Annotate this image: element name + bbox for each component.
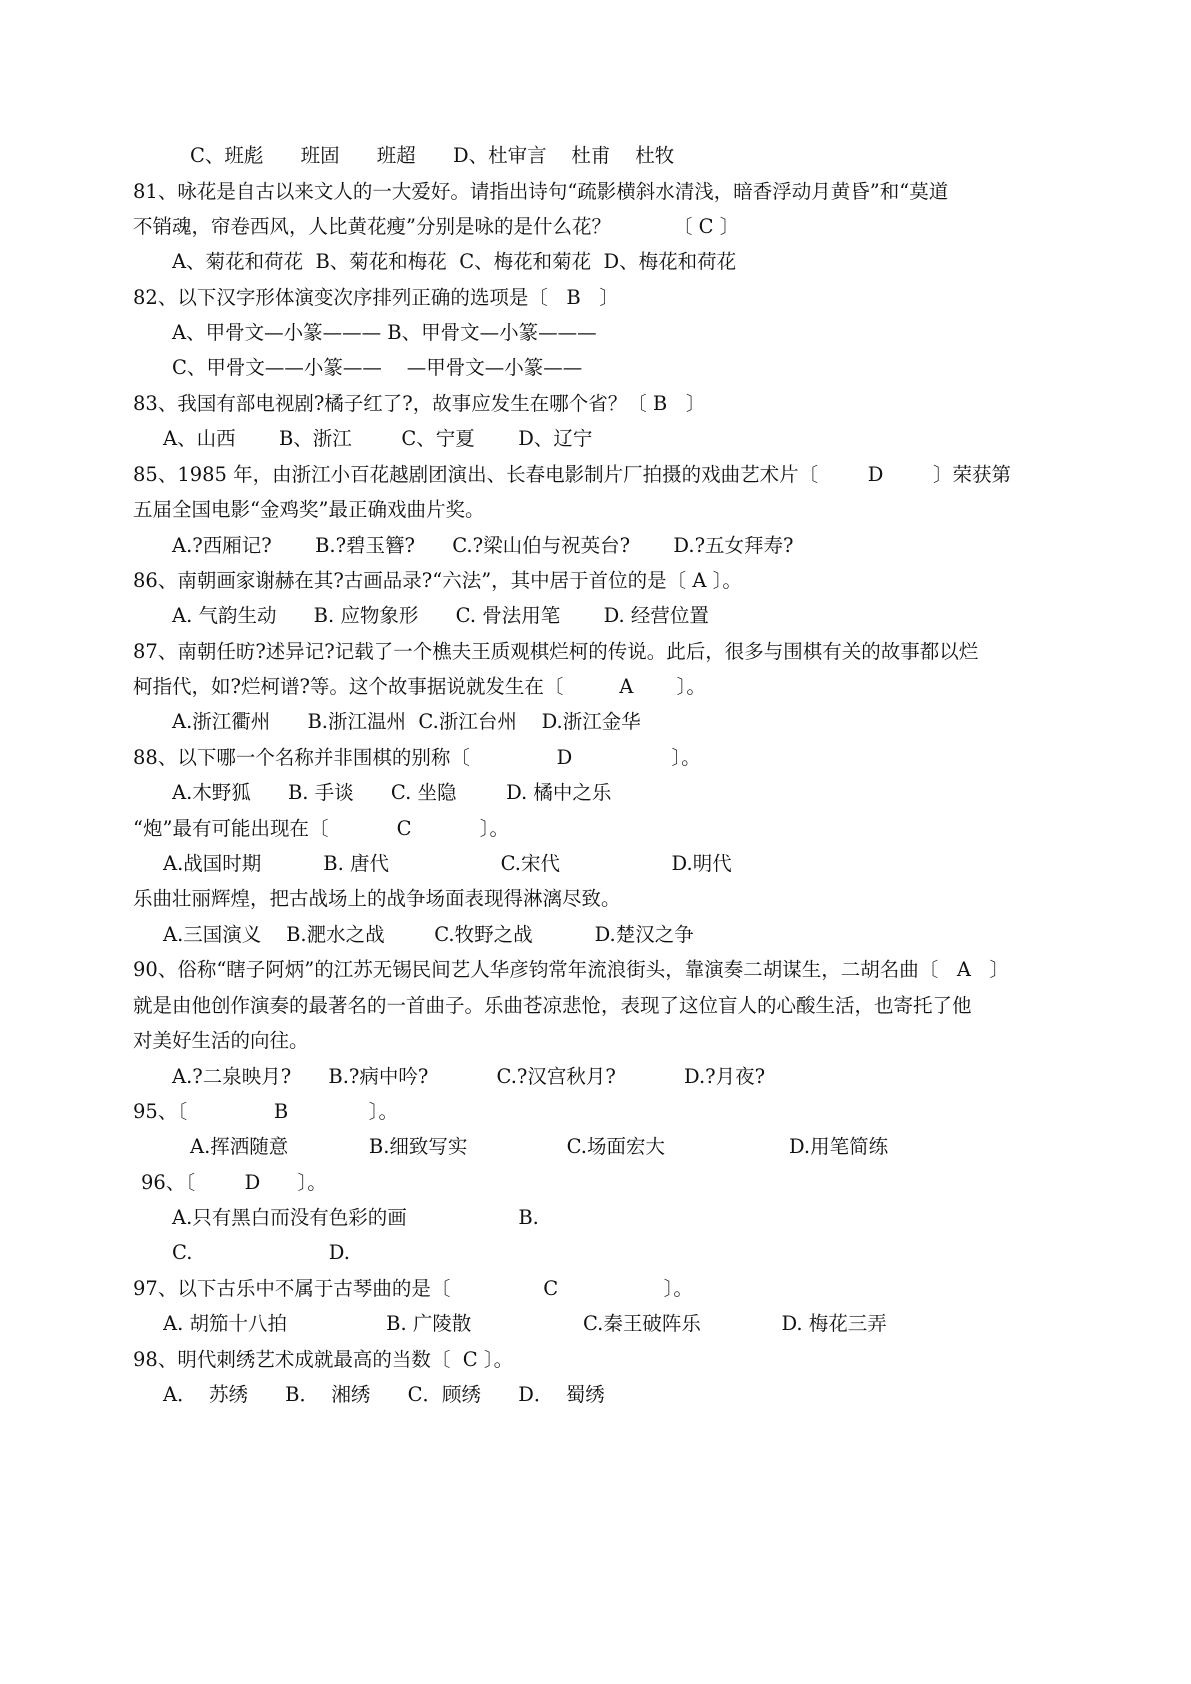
q81-stem-line2: 不销魂，帘卷西风，人比黄花瘦”分别是咏的是什么花？ 〔 C 〕 (133, 215, 740, 238)
q88-stem: 88、以下哪一个名称并非围棋的别称〔 D 〕。 (133, 746, 701, 769)
q82-stem: 82、以下汉字形体演变次序排列正确的选项是〔 B 〕 (133, 286, 619, 309)
q96-options-cd: C. D. (172, 1241, 350, 1264)
q81-stem-line1: 81、咏花是自古以来文人的一大爱好。请指出诗句“疏影横斜水清浅，暗香浮动月黄昏”和“莫道 (133, 180, 949, 203)
q95-options: A.挥洒随意 B.细致写实 C.场面宏大 D.用笔简练 (190, 1135, 889, 1158)
q97-options: A. 胡笳十八拍 B. 广陵散 C.秦王破阵乐 D. 梅花三弄 (163, 1312, 887, 1335)
q96-stem: 96、〔 D 〕。 (141, 1171, 327, 1194)
q87-stem-line1: 87、南朝任昉?述异记?记载了一个樵夫王质观棋烂柯的传说。此后，很多与围棋有关的故事都以烂 (133, 640, 979, 663)
q85-options: A.?西厢记? B.?碧玉簪? C.?梁山伯与祝英台? D.?五女拜寿? (172, 534, 794, 557)
q82-options-cd: C、甲骨文——小篆—— —甲骨文—小篆—— (172, 356, 583, 379)
q96-options-ab: A.只有黑白而没有色彩的画 B. (172, 1206, 539, 1229)
q81-options: A、菊花和荷花 B、菊花和梅花 C、梅花和菊花 D、梅花和荷花 (172, 250, 737, 273)
q90-stem-line2: 就是由他创作演奏的最著名的一首曲子。乐曲苍凉悲怆，表现了这位盲人的心酸生活，也寄托了他 (133, 994, 972, 1017)
q83-options: A、山西 B、浙江 C、宁夏 D、辽宁 (163, 427, 593, 450)
q98-options: A． 苏绣 B． 湘绣 C．顾绣 D． 蜀绣 (163, 1383, 605, 1406)
q87-options: A.浙江衢州 B.浙江温州 C.浙江台州 D.浙江金华 (172, 710, 641, 733)
q80-options-cd: C、班彪 班固 班超 D、杜审言 杜甫 杜牧 (190, 144, 675, 167)
q88-options: A.木野狐 B. 手谈 C. 坐隐 D. 橘中之乐 (172, 781, 612, 804)
q90-options: A.?二泉映月? B.?病中吟? C.?汉宫秋月? D.?月夜? (172, 1065, 766, 1088)
q95-stem: 95、〔 B 〕。 (133, 1100, 399, 1123)
q85-stem-line2: 五届全国电影“金鸡奖”最正确戏曲片奖。 (133, 498, 485, 521)
music-question-stem: 乐曲壮丽辉煌，把古战场上的战争场面表现得淋漓尽致。 (133, 887, 621, 910)
q86-options: A. 气韵生动 B. 应物象形 C. 骨法用笔 D. 经营位置 (172, 604, 709, 627)
q82-options-ab: A、甲骨文—小篆——— B、甲骨文—小篆——— (172, 321, 597, 344)
q90-stem-line1: 90、俗称“瞎子阿炳”的江苏无锡民间艺人华彦钧常年流浪街头，靠演奏二胡谋生，二胡名曲〔 A 〕 (133, 958, 1010, 981)
q98-stem: 98、明代刺绣艺术成就最高的当数〔 C 〕。 (133, 1348, 514, 1371)
q86-stem: 86、南朝画家谢赫在其?古画品录?“六法”，其中居于首位的是〔 A 〕。 (133, 569, 742, 592)
q87-stem-line2: 柯指代，如?烂柯谱?等。这个故事据说就发生在〔 A 〕。 (133, 675, 706, 698)
music-question-options: A.三国演义 B.淝水之战 C.牧野之战 D.楚汉之争 (163, 923, 694, 946)
q97-stem: 97、以下古乐中不属于古琴曲的是〔 C 〕。 (133, 1277, 693, 1300)
q89-options: A.战国时期 B. 唐代 C.宋代 D.明代 (163, 852, 732, 875)
q83-stem: 83、我国有部电视剧?橘子红了?，故事应发生在哪个省？〔 B 〕 (133, 392, 706, 415)
q90-stem-line3: 对美好生活的向往。 (133, 1029, 309, 1052)
q85-stem-line1: 85、1985 年，由浙江小百花越剧团演出、长春电影制片厂拍摄的戏曲艺术片〔 D 〕荣获第 (133, 463, 1011, 486)
q89-stem: “炮”最有可能出现在〔 C 〕。 (133, 817, 509, 840)
